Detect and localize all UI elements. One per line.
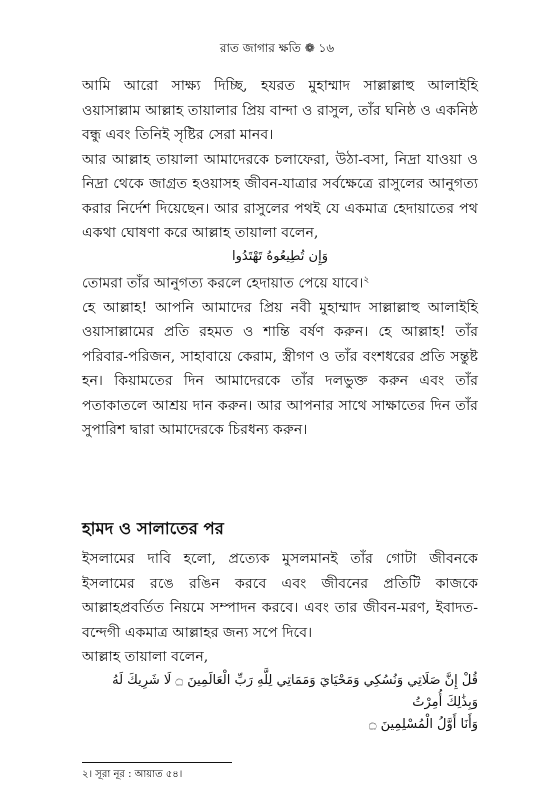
footnote-divider — [82, 762, 232, 763]
islam-demand-paragraph: ইসলামের দাবি হলো, প্রত্যেক মুসলমানই তাঁর গোটা জীবনকে ইসলামের রঙে রঙিন করবে এবং জীবনের প্রতিটি কাজকে আল্লাহপ্রবর্তিত নিয়মে সম্পাদন করবে। এবং তার জীবন-মরণ, ইবাদত-বন্দেগী একমাত্র আল্লাহর জন্য সপে দিবে। — [82, 551, 478, 641]
section-2 — [82, 516, 478, 736]
allah-says-intro: আল্লাহ তায়ালা বলেন, — [82, 649, 209, 665]
footnote: ২। সূরা নূর : আয়াত ৫৪। — [82, 769, 183, 780]
verse-translation — [82, 268, 478, 296]
durood-paragraph: হে আল্লাহ! আপনি আমাদের প্রিয় নবী মুহাম্মাদ সাল্লাল্লাহু আলাইহি ওয়াসাল্লামের প্রতি রহমত ও শান্তি বর্ষণ করুন। হে আল্লাহ! তাঁর পরিবার-পরিজন, সাহাবায়ে কেরাম, স্ত্রীগণ ও তাঁর বংশধরের প্রতি সন্তুষ্ট হন। কিয়ামতের দিন আমাদেরকে তাঁর দলভুক্ত করুন এবং তাঁর পতাকাতলে আশ্রয় দান করুন। আর আপনার সাথে সাক্ষাতের দিন তাঁর সুপারিশ দ্বারা আমাদেরকে চিরধন্য করুন। — [82, 299, 478, 439]
arabic-verse: وَإِن تُطِيعُوهُ تَهْتَدُوا — [232, 248, 328, 264]
section-1 — [82, 74, 478, 443]
running-head: রাত জাগার ক্ষতি ❁ ১৬ — [219, 41, 335, 55]
section-heading: হামদ ও সালাতের পর — [82, 519, 224, 538]
translation-text: তোমরা তাঁর আনুগত্য করলে হেদায়াত পেয়ে যাবে। — [82, 275, 364, 292]
arabic-verse-line-2: وَأَنَا أَوَّلُ الْمُسْلِمِينَ ۝ — [368, 716, 478, 732]
arabic-verse-line-1: قُلْ إِنَّ صَلَاتِي وَنُسُكِي وَمَحْيَايَ وَمَمَاتِي لِلَّهِ رَبِّ الْعَالَمِينَ ۝ لَا شَرِيكَ لَهُ وَبِذَٰلِكَ أُمِرْتُ — [112, 672, 478, 710]
obedience-paragraph: আর আল্লাহ তায়ালা আমাদেরকে চলাফেরা, উঠা-বসা, নিদ্রা যাওয়া ও নিদ্রা থেকে জাগ্রত হওয়াসহ জীবন-যাত্রার সর্বক্ষেত্রে রাসুলের আনুগত্য করার নির্দেশ দিয়েছেন। আর রাসুলের পথই যে একমাত্র হেদায়াতের পথ একথা ঘোষণা করে আল্লাহ তায়ালা বলেন, — [82, 151, 478, 241]
footnote-marker: ২ — [363, 274, 370, 285]
testimony-paragraph: আমি আরো সাক্ষ্য দিচ্ছি, হযরত মুহাম্মাদ সাল্লাল্লাহু আলাইহি ওয়াসাল্লাম আল্লাহ তায়ালার প্রিয় বান্দা ও রাসুল, তাঁর ঘনিষ্ঠ ও একনিষ্ঠ বন্ধু এবং তিনিই সৃষ্টির সেরা মানব। — [82, 78, 478, 143]
